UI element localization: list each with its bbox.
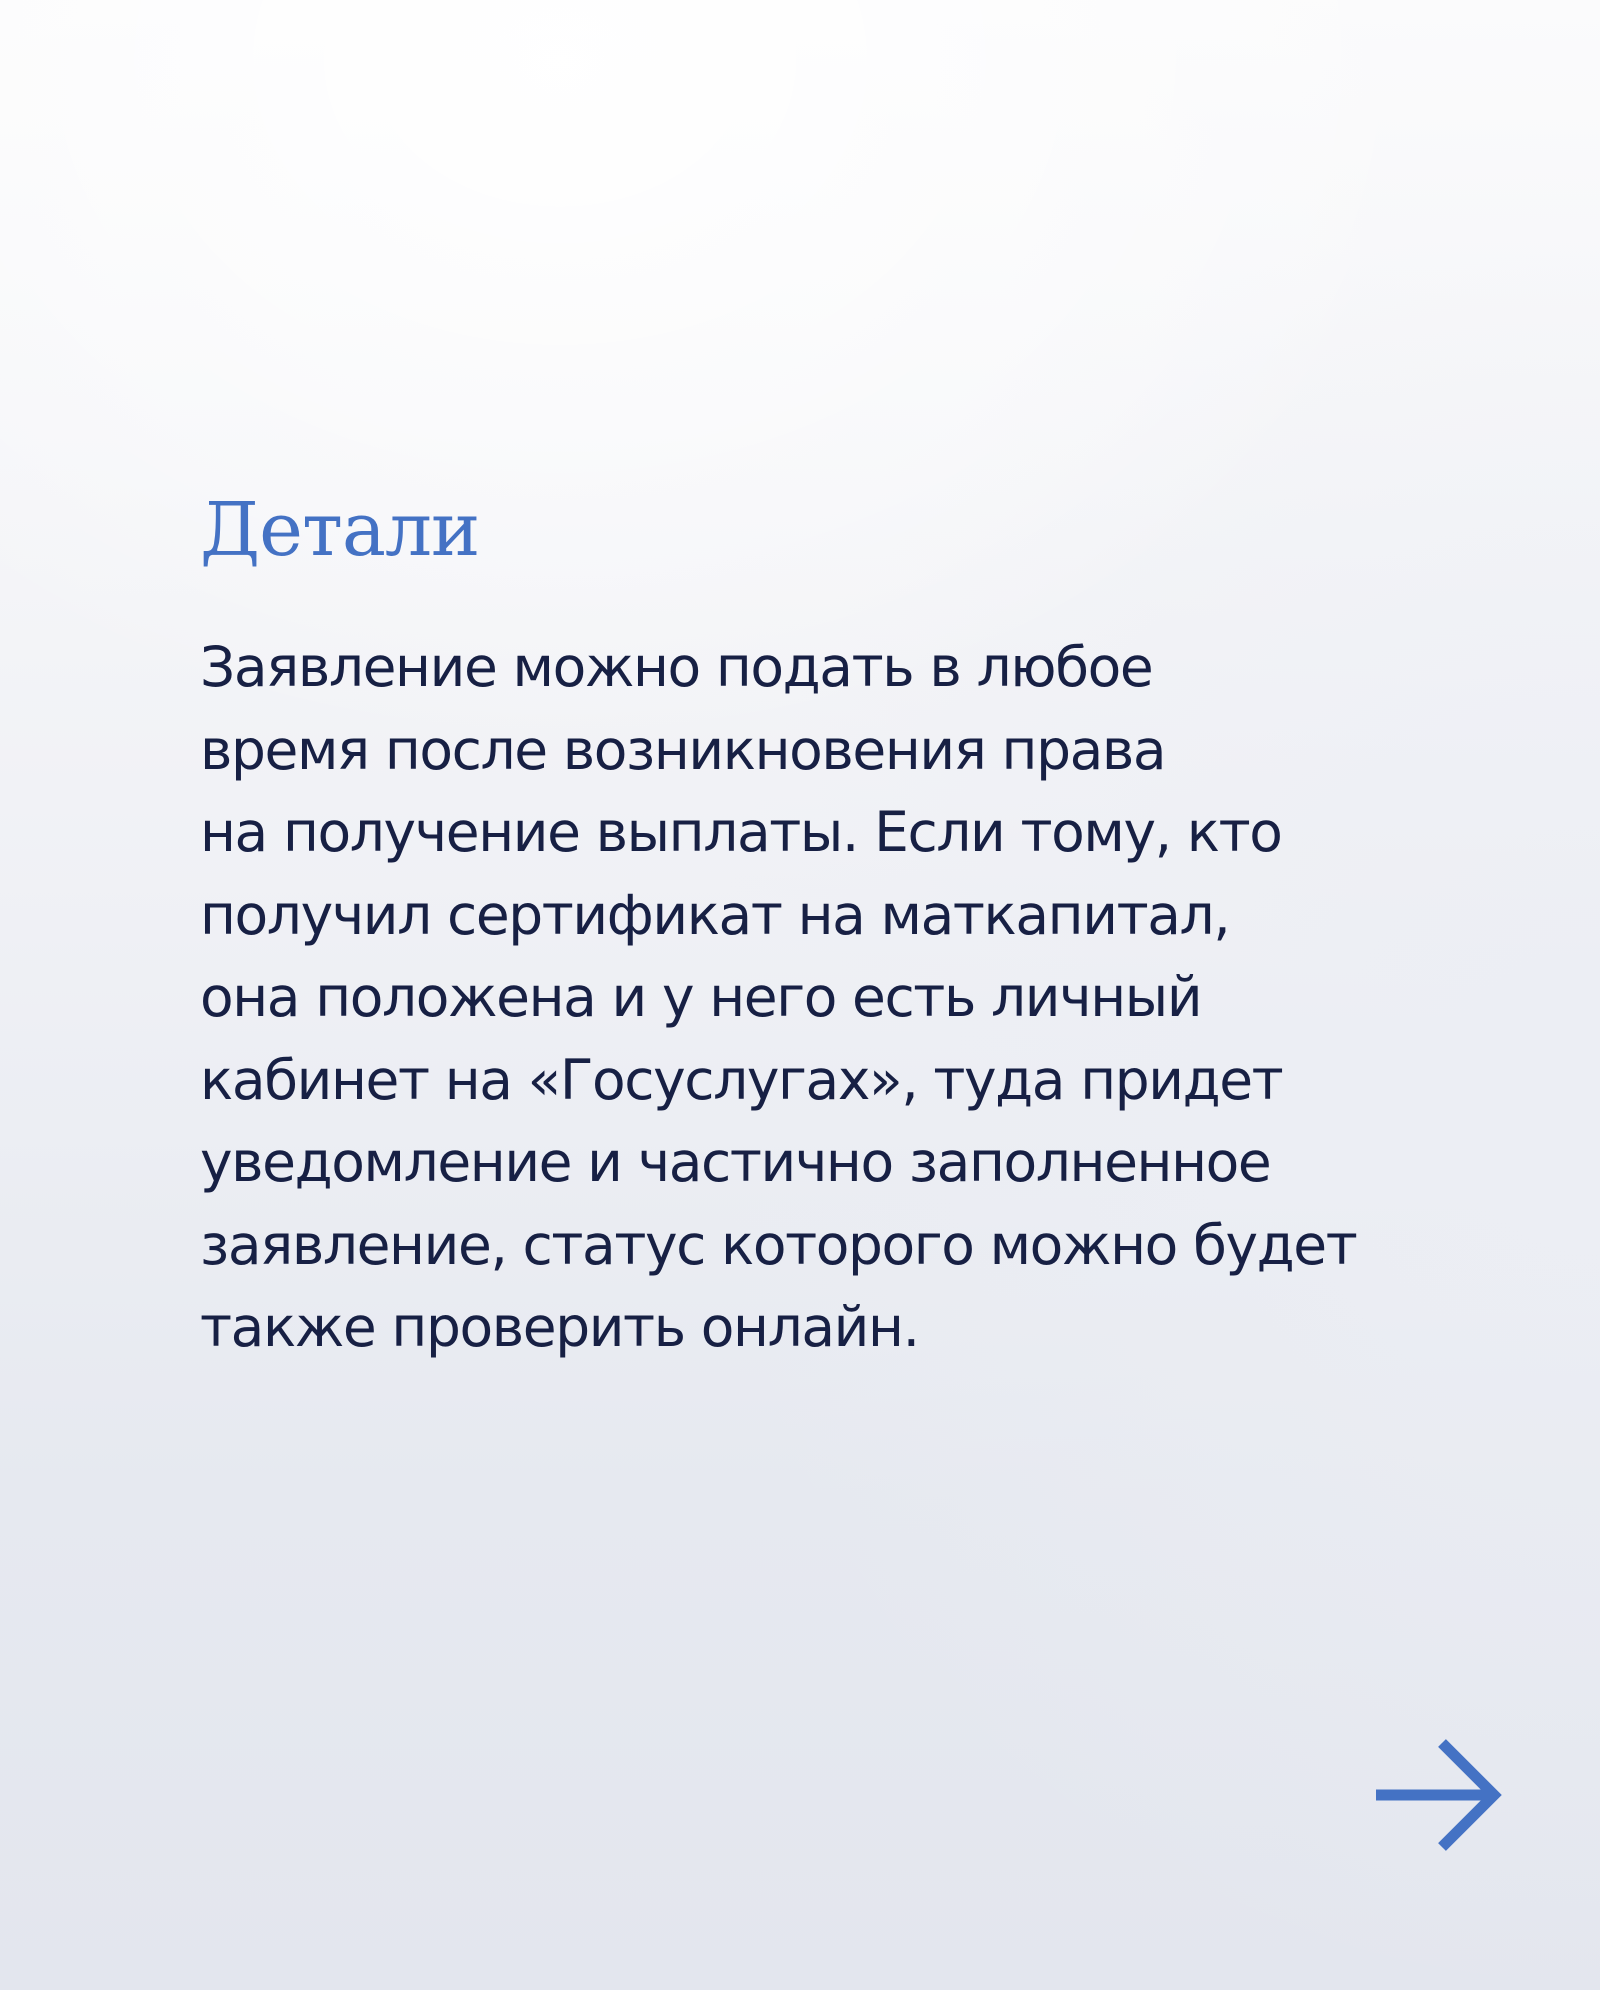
body-line: заявление, статус которого можно будет (200, 1212, 1357, 1277)
body-line: кабинет на «Госуслугах», туда придет (200, 1047, 1283, 1112)
body-line: время после возникновения права (200, 717, 1166, 782)
body-line: получил сертификат на маткапитал, (200, 882, 1230, 947)
next-slide-button[interactable] (1370, 1735, 1506, 1855)
slide-title: Детали (200, 487, 480, 573)
body-line: она положена и у него есть личный (200, 965, 1202, 1029)
body-line: на получение выплаты. Если тому, кто (200, 800, 1282, 864)
slide-body-text (200, 626, 1530, 1369)
body-line: Заявление можно подать в любое (200, 635, 1153, 699)
arrow-right-icon (1370, 1735, 1506, 1855)
body-line: также проверить онлайн. (200, 1295, 919, 1359)
body-line: уведомление и частично заполненное (200, 1130, 1271, 1194)
